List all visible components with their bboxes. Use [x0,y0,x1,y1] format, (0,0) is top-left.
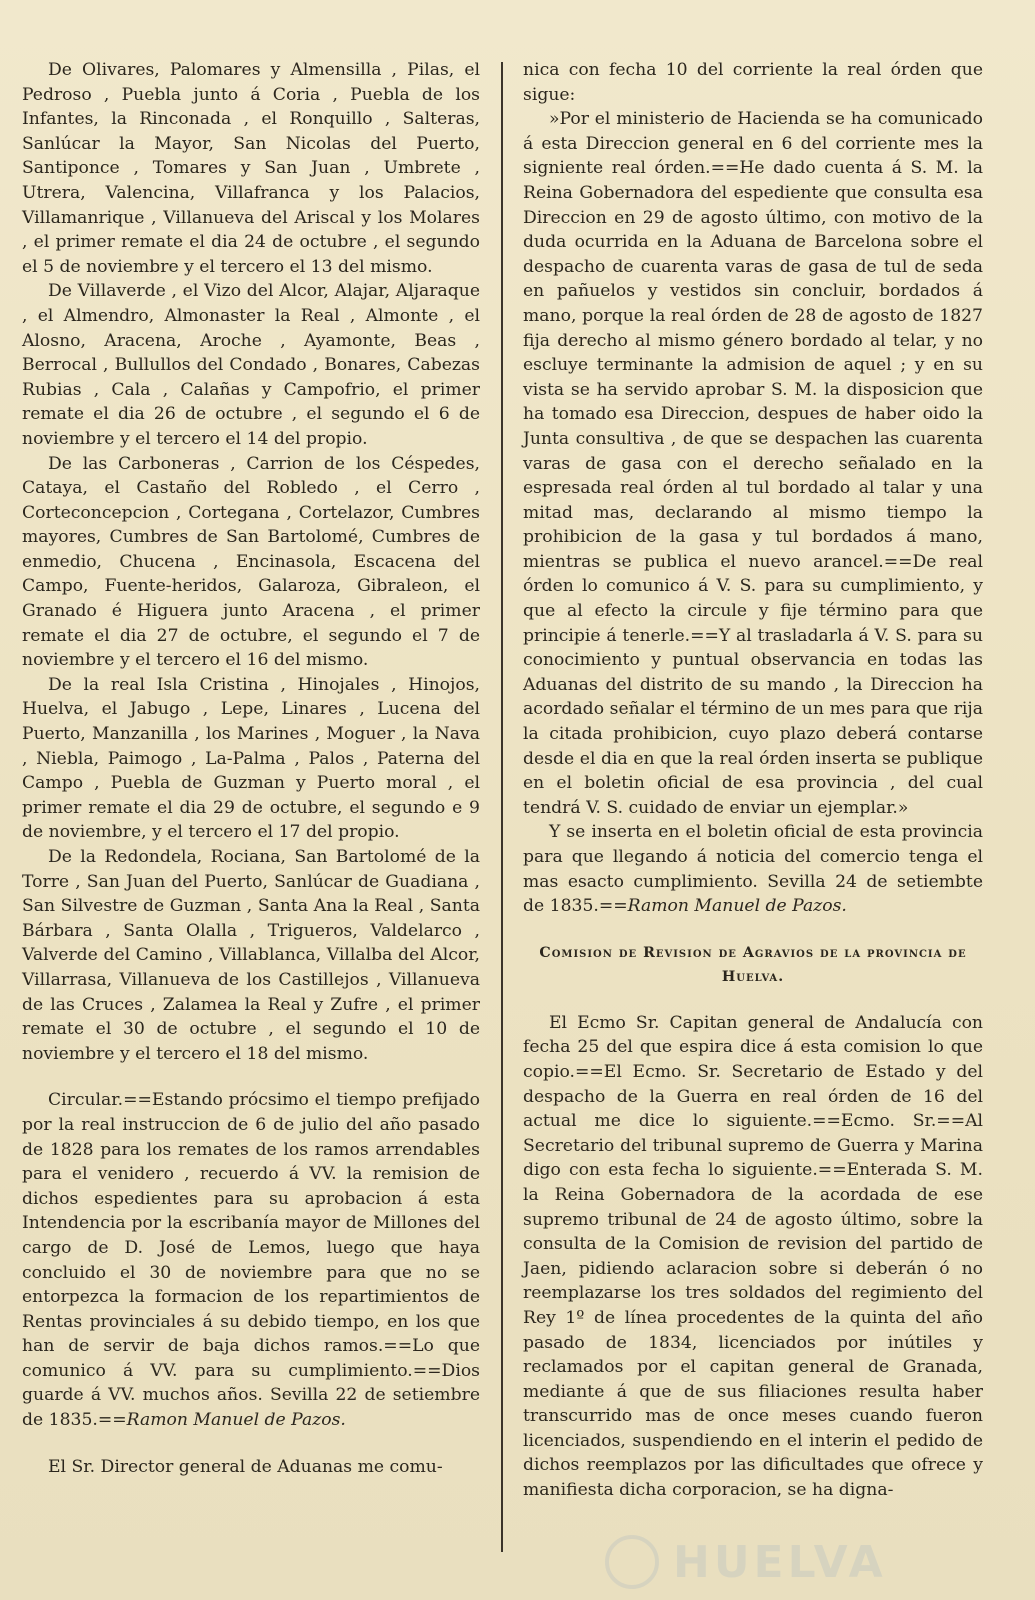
watermark-text: HUELVA [673,1536,887,1588]
section-gap [22,1066,480,1088]
aduanas-signature: Ramon Manuel de Pazos. [627,896,847,917]
aduanas-continuation: nica con fecha 10 del corriente la real órden que sigue: [523,60,983,105]
aduanas-closing-text: Y se inserta en el boletin oficial de esta provincia para que llegando á noticia del comercio tenga el mas esacto cumplimiento. Sevilla 24 de setiembte de 1835.== [523,822,983,917]
circular-signature: Ramon Manuel de Pazos. [126,1410,346,1431]
circular-text: Circular.==Estando prócsimo el tiempo prefijado por la real instruccion de 6 de julio del año pasado de 1828 para los remates de los ramos arrendables para el venidero , recuerdo á VV. la remision de dichos espedientes para su aprobacion á esta Intendencia por la escribanía mayor de Millones del cargo de D. José de Lemos, luego que haya concluido el 30 de noviembre para que no se entorpezca la formacion de los repartimientos de Rentas provinciales á su debido tiempo, en los que han de servir de baja dichos ramos.==Lo que comunico á VV. para su cumplimiento.==Dios guarde á VV. muchos años. Sevilla 22 de setiembre de 1835.== [22,1090,480,1431]
watermark-seal-icon [605,1535,659,1589]
section-gap [22,1433,480,1455]
towns-paragraph-4: De la real Isla Cristina , Hinojales , Hinojos, Huelva, el Jabugo , Lepe, Linares , Lucena del Puerto, Manzanilla , los Marines , Moguer , la Nava , Niebla, Paimogo , La-Palma , Palos , Paterna del Campo , Puebla de Guzman y Puerto moral , el primer remate el dia 29 de octubre, el segundo e 9 de noviembre, y el tercero el 17 del propio. [22,674,480,843]
circular-paragraph [22,1088,480,1432]
towns-paragraph-5: De la Redondela, Rociana, San Bartolomé de la Torre , San Juan del Puerto, Sanlúcar de Guadiana , San Silvestre de Guzman , Santa Ana la Real , Santa Bárbara , Santa Olalla , Trigueros, Valdelarco , Valverde del Camino , Villablanca, Villalba del Alcor, Villarrasa, Villanueva de los Castillejos , Villanueva de las Cruces , Zalamea la Real y Zufre , el primer remate el 30 de octubre , el segundo el 10 de noviembre y el tercero el 18 del mismo. [22,847,480,1064]
left-column [22,58,480,1479]
comision-paragraph: El Ecmo Sr. Capitan general de Andalucía con fecha 25 del que espira dice á esta comision lo que copio.==El Ecmo. Sr. Secretario de Estado y del despacho de la Guerra en real órden de 16 del actual me dice lo siguiente.==Ecmo. Sr.==Al Secretario del tribunal supremo de Guerra y Marina digo con esta fecha lo siguiente.==Enterada S. M. la Reina Gobernadora de la acordada de ese supremo tribunal de 24 de agosto último, sobre la consulta de la Comision de revision del partido de Jaen, pidiendo aclaracion sobre si deberán ó no reemplazarse los tres soldados del regimiento del Rey 1º de línea procedentes de la quinta del año pasado de 1834, licenciados por inútiles y reclamados por el capitan general de Granada, mediante á que de sus filiaciones resulta haber transcurrido mas de once meses cuando fueron licenciados, suspendiendo en el interin el pedido de dichos reemplazos por las dificultades que ofrece y manifiesta dicha corporacion, se ha digna- [523,1012,983,1501]
towns-paragraph-2: De Villaverde , el Vizo del Alcor, Alajar, Aljaraque , el Almendro, Almonaster la Real , Almonte , el Alosno, Aracena, Aroche , Ayamonte, Beas , Berrocal , Bullullos del Condado , Bonares, Cabezas Rubias , Cala , Calañas y Campofrio, el primer remate el dia 26 de octubre , el segundo el 6 de noviembre y el tercero el 14 del propio. [22,281,480,449]
right-column [523,58,983,1503]
aduanas-intro: El Sr. Director general de Aduanas me comu- [48,1456,443,1477]
towns-paragraph-3: De las Carboneras , Carrion de los Céspedes, Cataya, el Castaño del Robledo , el Cerro , Corteconcepcion , Cortegana , Cortelazor, Cumbres mayores, Cumbres de San Bartolomé, Cumbres de enmedio, Chucena , Encinasola, Escacena del Campo, Fuente-heridos, Galaroza, Gibraleon, el Granado é Higuera junto Aracena , el primer remate el dia 27 de octubre, el segundo el 7 de noviembre y el tercero el 16 del mismo. [22,453,480,671]
aduanas-quote: »Por el ministerio de Hacienda se ha comunicado á esta Direccion general en 6 del corriente mes la signiente real órden.==He dado cuenta á S. M. la Reina Gobernadora del espediente que consulta esa Direccion en 29 de agosto último, con motivo de la duda ocurrida en la Aduana de Barcelona sobre el despacho de cuarenta varas de gasa de tul de seda en pañuelos y vestidos sin concluir, bordados á mano, porque la real órden de 28 de agosto de 1827 fija derecho al mismo género bordado al telar, y no escluye terminante la admision de aquel ; y en su vista se ha servido aprobar S. M. la disposicion que ha tomado esa Direccion, despues de haber oido la Junta consultiva , de que se despachen las cuarenta varas de gasa con el derecho señalado en la espresada real órden al tul bordado al talar y una mitad mas, declarando al mismo tiempo la prohibicion de la gasa y tul bordados á mano, mientras se publica el nuevo arancel.==De real órden lo comunico á V. S. para su cumplimiento, y que al efecto la circule y fije término para que principie á tenerle.==Y al trasladarla á V. S. para su conocimiento y puntual observancia en todas las Aduanas del distrito de su mando , la Direccion ha acordado señalar el término de un mes para que rija la citada prohibicion, cuyo plazo deberá contarse desde el dia en que la real órden inserta se publique en el boletin oficial de esa provincia , del cual tendrá V. S. cuidado de enviar un ejemplar.» [523,109,983,818]
towns-paragraph-1: De Olivares, Palomares y Almensilla , Pilas, el Pedroso , Puebla junto á Coria , Puebla de los Infantes, la Rinconada , el Ronquillo , Salteras, Sanlúcar la Mayor, San Nicolas del Puerto, Santiponce , Tomares y San Juan , Umbrete , Utrera, Valencina, Villafranca y los Palacios, Villamanrique , Villanueva del Ariscal y los Molares , el primer remate el dia 24 de octubre , el segundo el 5 de noviembre y el tercero el 13 del mismo. [22,60,480,277]
watermark [605,1532,995,1592]
aduanas-closing [523,820,983,918]
column-divider [501,62,503,1552]
comision-heading: Comision de Revision de Agravios de la provincia de Huelva. [539,944,967,985]
